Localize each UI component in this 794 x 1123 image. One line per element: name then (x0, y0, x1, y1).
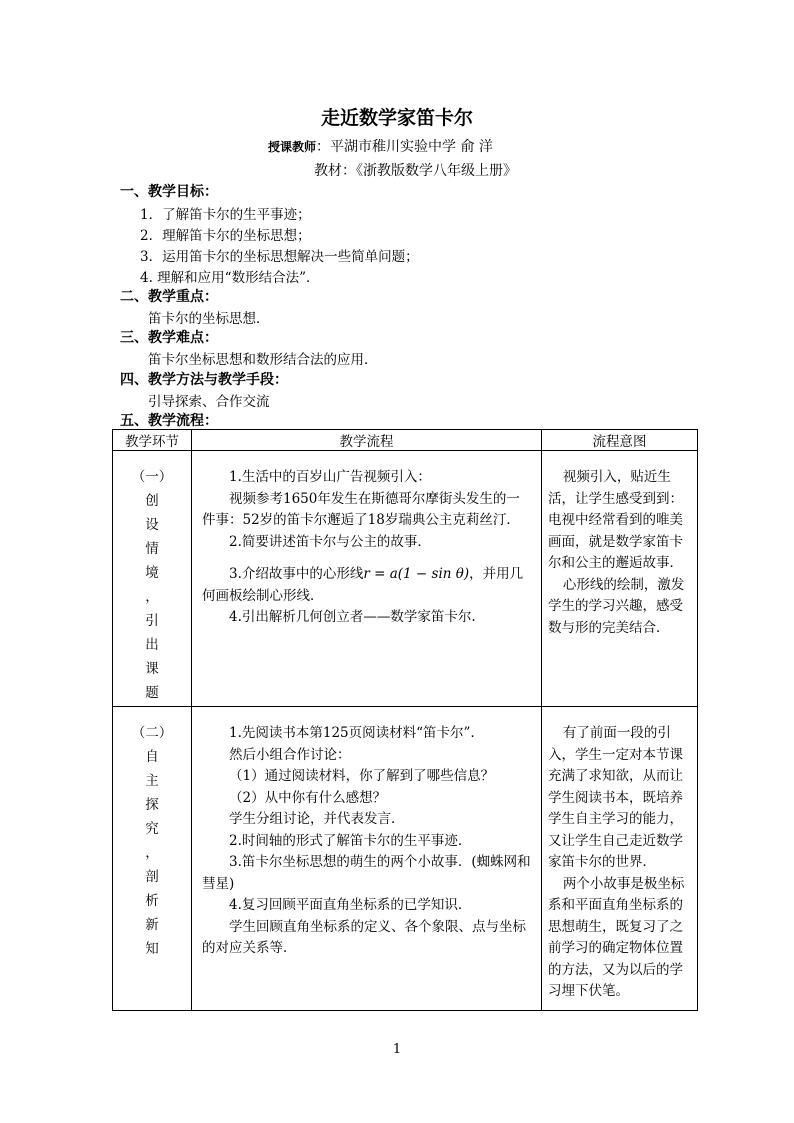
header-process: 教学流程 (192, 430, 542, 451)
process-line: （2）从中你有什么感想？ (229, 789, 387, 806)
process-line: 1.先阅读书本第125页阅读材料“笛卡尔”． (229, 725, 484, 741)
section-heading-flow: 五、教学流程： (120, 413, 218, 429)
stage-char: 主 (145, 773, 159, 789)
stage-char: 析 (145, 893, 159, 909)
process-line: 4.复习回顾平面直角坐标系的已学知识． (229, 897, 472, 913)
stage-char: 剖 (145, 869, 159, 885)
table-header-row (113, 430, 698, 451)
stage-char: 设 (145, 517, 159, 533)
process-line: 然后小组合作讨论： (229, 746, 351, 763)
stage-char: 自 (145, 749, 159, 765)
intent-paragraph: 两个小故事是极坐标系和平面直角坐标系的思想萌生，既复习了之前学习的确定物体位置的方法，又为以后的学习埋下伏笔。 (548, 875, 685, 999)
section-heading-difficulties: 三、教学难点： (120, 330, 218, 346)
intent-paragraph: 有了前面一段的引入，学生一定对本节课充满了求知欲，从而让学生阅读书本，既培养学生自主学习的能力，又让学生自己走近数学家笛卡尔的世界． (548, 725, 683, 870)
process-line: 视频参考1650年发生在斯德哥尔摩街头发生的一件事：52岁的笛卡尔邂逅了18岁瑞典公主克莉丝汀． (202, 490, 520, 528)
process-line: （1）通过阅读材料，你了解到了哪些信息？ (229, 768, 495, 784)
goal-item: 4. 理解和应用“数形结合法”． (140, 270, 320, 286)
stage-char: 知 (145, 941, 159, 957)
goal-item: 2．理解笛卡尔的坐标思想； (140, 228, 311, 244)
table-row (113, 707, 698, 1011)
intent-paragraph: 心形线的绘制，激发学生的学习兴趣，感受数与形的完美结合． (548, 576, 685, 636)
stage-cell (113, 451, 192, 707)
header-stage: 教学环节 (113, 430, 192, 451)
goal-item: 1．了解笛卡尔的生平事迹； (140, 207, 311, 223)
stage-char: 新 (145, 917, 159, 933)
process-cell (192, 451, 542, 707)
stage-char: 探 (145, 797, 159, 813)
process-line: 3.笛卡尔坐标思想的萌生的两个小故事．(蜘蛛网和彗星) (202, 854, 531, 892)
process-line: 4.引出解析几何创立者——数学家笛卡尔. (229, 609, 476, 625)
table-row (113, 451, 698, 707)
goal-item: 3．运用笛卡尔的坐标思想解决一些简单问题； (140, 249, 419, 265)
section-heading-key-points: 二、教学重点： (120, 289, 218, 305)
section-heading-goals: 一、教学目标： (120, 184, 218, 200)
stage-char: 课 (145, 661, 159, 677)
author-label: 授课教师 (268, 140, 317, 154)
stage-char: ， (145, 589, 159, 605)
textbook-line: 教材：《浙教版数学八年级上册》 (314, 163, 517, 179)
stage-char: （一） (131, 469, 173, 485)
teaching-flow-table (112, 429, 698, 1011)
process-text: ，并用几何画板绘制心形线． (202, 566, 524, 604)
process-line: 1.生活中的百岁山广告视频引入： (229, 469, 431, 485)
stage-char: 情 (145, 541, 159, 557)
document-title: 走近数学家笛卡尔 (320, 107, 473, 129)
process-line: 2.简要讲述笛卡尔与公主的故事． (229, 533, 431, 550)
difficulties-text: 笛卡尔坐标思想和数形结合法的应用． (148, 352, 378, 368)
stage-char: 境 (145, 565, 159, 581)
process-text: 3.介绍故事中的心形线 (229, 566, 364, 582)
intent-cell (542, 451, 698, 707)
intent-cell (542, 707, 698, 1011)
page-number: 1 (392, 1042, 402, 1057)
stage-char: 题 (145, 685, 159, 701)
intent-paragraph: 视频引入，贴近生活，让学生感受到到：电视中经常看到的唯美画面，就是数学家笛卡尔和公主的邂逅故事． (548, 469, 683, 571)
process-line: 学生分组讨论，并代表发言． (229, 811, 405, 827)
stage-char: （二） (131, 725, 173, 741)
header-intent: 流程意图 (542, 430, 698, 451)
stage-char: ， (145, 845, 159, 861)
stage-char: 究 (145, 821, 159, 837)
cardioid-formula: r = a(1 − sin θ) (363, 566, 470, 582)
process-line: 学生回顾直角坐标系的定义、各个象限、点与坐标的对应关系等． (202, 918, 526, 956)
process-line: 2.时间轴的形式了解笛卡尔的生平事迹． (229, 832, 472, 849)
key-points-text: 笛卡尔的坐标思想． (148, 311, 270, 327)
author-value: ：平湖市稚川实验中学 俞 洋 (316, 139, 493, 155)
process-line (202, 564, 531, 607)
stage-char: 引 (145, 613, 159, 629)
stage-char: 出 (145, 637, 159, 653)
stage-cell (113, 707, 192, 1011)
author-line (268, 136, 493, 156)
section-heading-methods: 四、教学方法与教学手段： (120, 372, 288, 388)
process-cell (192, 707, 542, 1011)
methods-text: 引导探索、合作交流 (148, 394, 270, 410)
stage-char: 创 (145, 493, 159, 509)
